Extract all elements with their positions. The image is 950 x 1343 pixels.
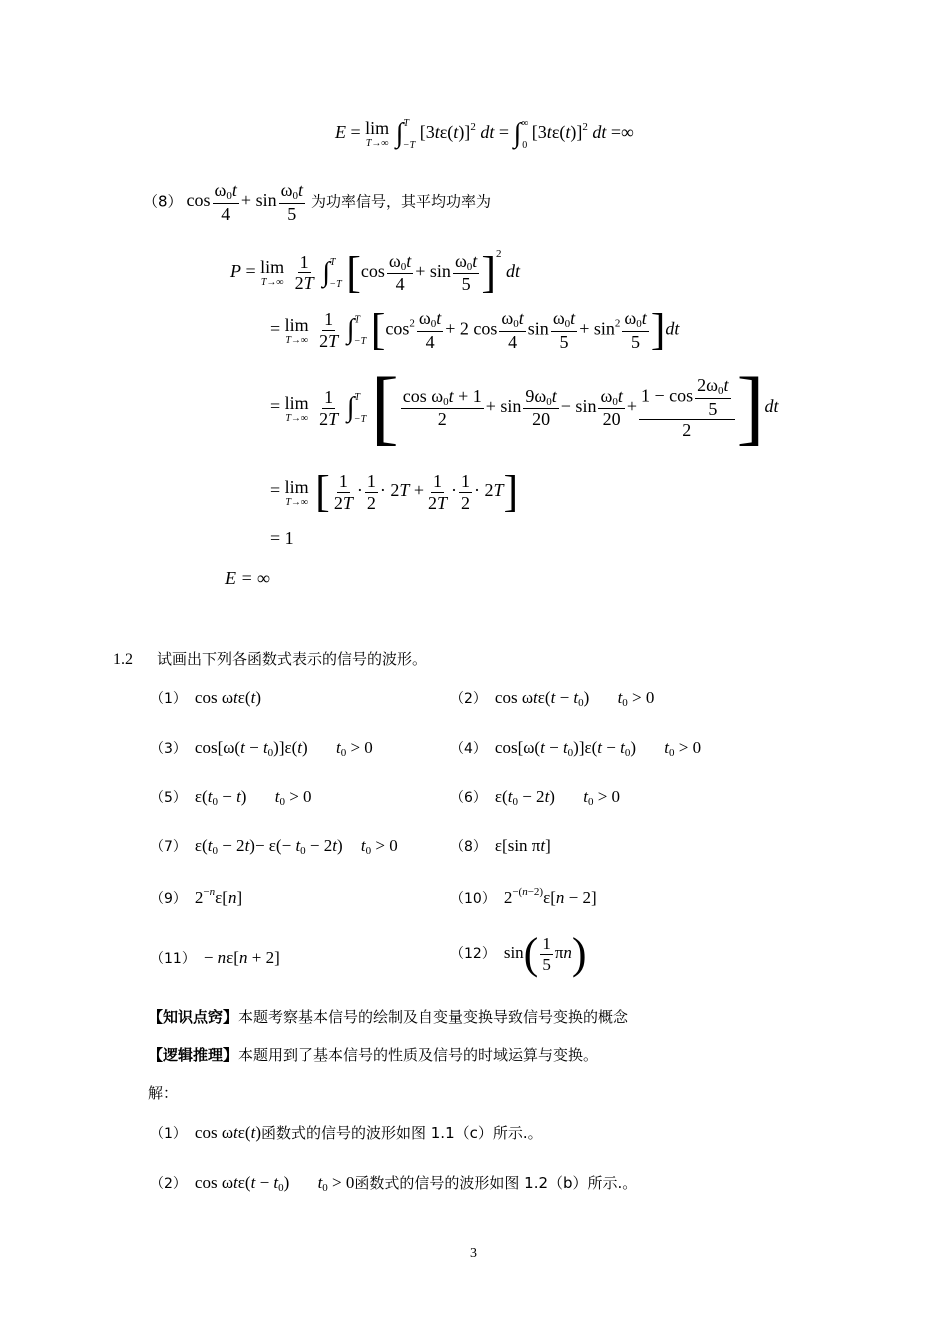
energy-equation: E = lim T→∞ ∫$^T_{-T}$ $[3t\varepsilon(t)]^2$ dt = $\int^\infty_0$ $[3t\varepsilon(t)]^2$ dt =∞: [335, 117, 634, 151]
energy-result: E = ∞: [225, 568, 270, 588]
page-number: 3: [470, 1246, 477, 1261]
item8-text: 为功率信号，其平均功率为: [310, 192, 491, 211]
section-number: 1.2: [113, 651, 133, 668]
section-title: 试画出下列各函数式表示的信号的波形。: [157, 650, 428, 668]
item-10: （10） $2^{-(n-2)}\varepsilon[n - 2]$: [450, 886, 597, 907]
item8-statement: （8） cos $\frac{\omega_0t}{4}$ + sin $\frac{\omega_0t}{5}$ 为功率信号，其平均功率为: [143, 180, 491, 224]
answer-2: （2） $\cos \omega t\varepsilon(t - t_0)$ $t_0 > 0$函数式的信号的波形如图 1.2（b）所示.。: [150, 1173, 638, 1194]
item-3: （3） $\cos[\omega(t - t_0)]\varepsilon(t)$ $t_0 > 0$: [150, 738, 373, 759]
item-11: （11） − nε[n + 2]: [150, 948, 280, 967]
item-9: （9） $2^{-n}\varepsilon[n]$: [150, 886, 243, 907]
power-line-4: = lim T→∞ [ $\frac{1}{2T}$ · $\frac{1}{2}$ · 2T + $\frac{1}{2T}$ · $\frac{1}{2}$ · 2T]: [270, 467, 519, 516]
answer-2-text: 函数式的信号的波形如图 1.2（b）所示.。: [354, 1174, 638, 1192]
answer-1-text: 函数式的信号的波形如图 1.1（c）所示.。: [260, 1124, 543, 1142]
logic-text: 本题用到了基本信号的性质及信号的时域运算与变换。: [238, 1046, 599, 1064]
power-result: = 1: [270, 528, 294, 548]
solution-label: 解：: [148, 1084, 179, 1102]
power-line-1: P = lim T→∞ $\frac{1}{2T}$ ∫$^T_{-T}$ [cos $\frac{\omega_0t}{4}$ + sin $\frac{\omega_0t}{5}$ ]$^2$ dt: [230, 247, 520, 297]
power-line-2: = lim T→∞ $\frac{1}{2T}$ ∫$^T_{-T}$ [$\cos^2$ $\frac{\omega_0t}{4}$ + 2 cos $\frac{\omega_0t}{4}$ sin $\frac{\omega_0t}{5}$ + $\sin^2$ $\frac{\omega_0t}{5}$ ]dt: [270, 305, 680, 355]
item-4: （4） $\cos[\omega(t - t_0)]\varepsilon(t - t_0)$ $t_0 > 0$: [450, 738, 702, 759]
knowledge-points: [148, 1006, 628, 1027]
knowledge-text: 本题考察基本信号的绘制及自变量变换导致信号变换的概念: [238, 1008, 629, 1026]
item-1: （1） cos ωtε(t): [150, 688, 261, 707]
item-5: （5） $\varepsilon(t_0 - t) t_0 > 0$: [150, 787, 312, 808]
item-7: （7） $\varepsilon(t_0 - 2t)- \varepsilon(- t_0 - 2t) t_0 > 0$: [150, 836, 398, 857]
answer-1: （1） cos ωtε(t)函数式的信号的波形如图 1.1（c）所示.。: [150, 1123, 543, 1142]
item-2: （2） $\cos \omega t\varepsilon(t - t_0)$ $t_0 > 0$: [450, 688, 655, 709]
section-heading: [113, 648, 427, 669]
item-6: （6） $\varepsilon(t_0 - 2t) t_0 > 0$: [450, 787, 621, 808]
item-8: （8） ε[sin πt]: [450, 836, 551, 855]
item-12: （12） sin( $\frac{1}{5}$ πn): [450, 929, 587, 978]
logic-reasoning: [148, 1044, 598, 1065]
knowledge-tag: 【知识点窍】: [148, 1008, 239, 1026]
power-line-3: = lim T→∞ $\frac{1}{2T}$ ∫$^T_{-T}$ [ $\frac{\cos \omega_0t + 1}{2}$ + sin $\frac{9\omega_0t}{20}$ − sin $\frac{\omega_0t}{20}$ + 1 − cos $\frac{2\omega_0t}{5}$ 2 ]dt: [270, 361, 779, 454]
item8-label: （8）: [143, 192, 183, 211]
logic-tag: 【逻辑推理】: [148, 1046, 239, 1064]
